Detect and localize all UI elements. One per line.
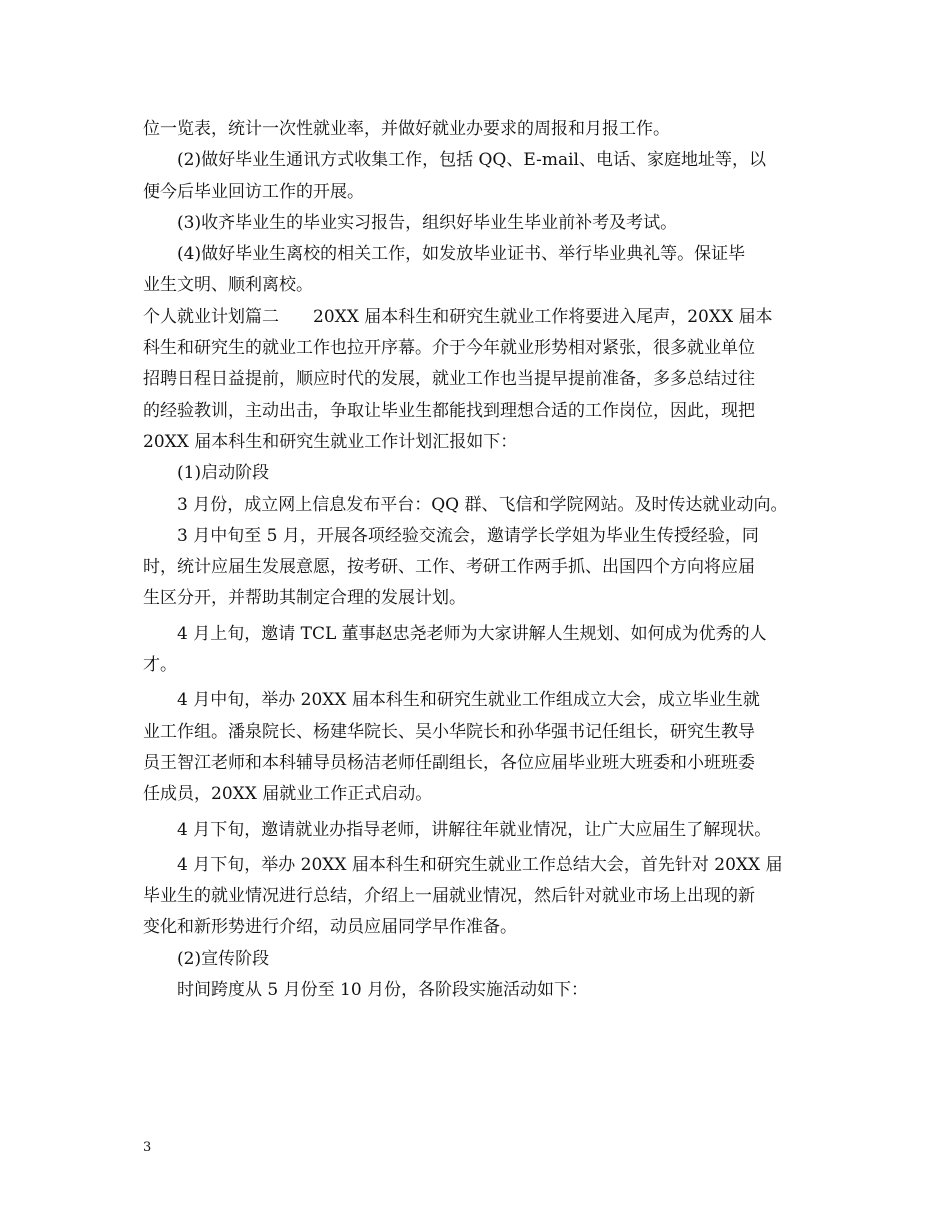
text-line: (3)收齐毕业生的毕业实习报告，组织好毕业生毕业前补考及考试。 [177, 212, 678, 233]
text-line: 科生和研究生的就业工作也拉开序幕。介于今年就业形势相对紧张，很多就业单位 [143, 338, 755, 359]
text-line: 4 月上旬，邀请 TCL 董事赵忠尧老师为大家讲解人生规划、如何成为优秀的人 [177, 623, 767, 644]
text-line: 3 月中旬至 5 月，开展各项经验交流会，邀请学长学姐为毕业生传授经验，同 [177, 525, 759, 546]
text-line: 变化和新形势进行介绍，动员应届同学早作准备。 [143, 917, 517, 938]
text-line: 毕业生的就业情况进行总结，介绍上一届就业情况，然后针对就业市场上出现的新 [143, 886, 755, 907]
text-line: 任成员，20XX 届就业工作正式启动。 [143, 784, 433, 805]
text-line: 业生文明、顺利离校。 [143, 275, 313, 296]
text-line: 4 月下旬，举办 20XX 届本科生和研究生就业工作总结大会，首先针对 20XX 届 [177, 854, 783, 875]
text-line: 生区分开，并帮助其制定合理的发展计划。 [143, 588, 466, 609]
text-line: 的经验教训，主动出击，争取让毕业生都能找到理想合适的工作岗位，因此，现把 [143, 400, 755, 421]
document-body [143, 114, 811, 1006]
text-line: 位一览表，统计一次性就业率，并做好就业办要求的周报和月报工作。 [143, 119, 670, 139]
text-line: 时，统计应届生发展意愿，按考研、工作、考研工作两手抓、出国四个方向将应届 [143, 557, 755, 578]
text-line: (2)宣传阶段 [177, 948, 270, 969]
text-line: 业工作组。潘泉院长、杨建华院长、吴小华院长和孙华强书记任组长，研究生教导 [143, 721, 755, 742]
text-line: 员王智江老师和本科辅导员杨洁老师任副组长，各位应届毕业班大班委和小班班委 [143, 752, 755, 773]
text-line: 个人就业计划篇二 20XX 届本科生和研究生就业工作将要进入尾声，20XX 届本 [143, 306, 773, 327]
text-line: 20XX 届本科生和研究生就业工作计划汇报如下： [143, 431, 518, 452]
text-line: (2)做好毕业生通讯方式收集工作，包括 QQ、E-mail、电话、家庭地址等，以 [177, 150, 766, 171]
text-line: 便今后毕业回访工作的开展。 [143, 181, 364, 202]
text-line: 招聘日程日益提前，顺应时代的发展，就业工作也当提早提前准备，多多总结过往 [143, 369, 755, 390]
text-line: 4 月下旬，邀请就业办指导老师，讲解往年就业情况，让广大应届生了解现状。 [177, 819, 772, 840]
text-line: 4 月中旬，举办 20XX 届本科生和研究生就业工作组成立大会，成立毕业生就 [177, 690, 760, 711]
text-line: 3 月份，成立网上信息发布平台：QQ 群、飞信和学院网站。及时传达就业动向。 [177, 494, 788, 515]
text-line: 才。 [143, 655, 177, 676]
text-line: (4)做好毕业生离校的相关工作，如发放毕业证书、举行毕业典礼等。保证毕 [177, 244, 746, 265]
text-line: 时间跨度从 5 月份至 10 月份，各阶段实施活动如下： [177, 980, 589, 1001]
page-number: 3 [143, 1140, 152, 1155]
text-line: (1)启动阶段 [177, 463, 270, 484]
